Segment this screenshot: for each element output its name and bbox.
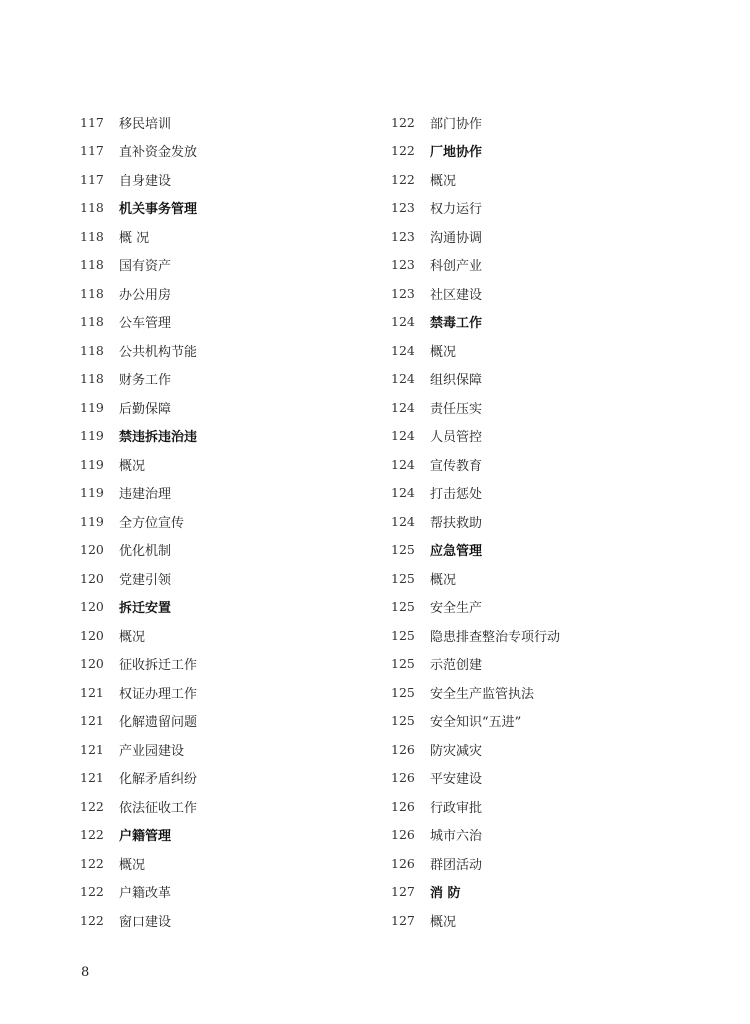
- toc-entry: [80, 165, 380, 194]
- toc-entry: [80, 251, 380, 280]
- toc-page-number: 119: [80, 513, 104, 529]
- toc-entry-title: 消 防: [430, 886, 461, 902]
- toc-entry: [391, 422, 711, 451]
- toc-page-number: 126: [391, 855, 415, 871]
- toc-page-number: 119: [80, 456, 104, 472]
- toc-entry-title: 国有资产: [119, 259, 172, 275]
- toc-entry-title: 直补资金发放: [119, 145, 198, 161]
- toc-page-number: 125: [391, 599, 415, 615]
- toc-page-number: 123: [391, 285, 415, 301]
- toc-entry: [80, 308, 380, 337]
- toc-column-left: [80, 108, 380, 935]
- toc-page-number: 120: [80, 656, 104, 672]
- toc-entry-title: 征收拆迁工作: [119, 658, 198, 674]
- toc-entry: [80, 536, 380, 565]
- toc-entry-title: 概况: [119, 458, 146, 474]
- toc-entry: [391, 849, 711, 878]
- toc-entry: [80, 479, 380, 508]
- toc-entry-title: 概况: [119, 629, 146, 645]
- toc-page-number: 122: [391, 143, 415, 159]
- toc-page-number: 126: [391, 798, 415, 814]
- toc-entry: [391, 108, 711, 137]
- toc-page-number: 125: [391, 656, 415, 672]
- toc-entry-title: 办公用房: [119, 287, 172, 303]
- toc-entry-title: 窗口建设: [119, 914, 172, 930]
- toc-entry-title: 概况: [430, 173, 457, 189]
- toc-page-number: 122: [391, 171, 415, 187]
- toc-page-number: 122: [80, 827, 104, 843]
- toc-entry-title: 户籍管理: [119, 829, 172, 845]
- toc-entry: [80, 564, 380, 593]
- toc-entry-title: 拆迁安置: [119, 601, 172, 617]
- toc-page-number: 122: [80, 855, 104, 871]
- toc-page-number: 118: [80, 228, 104, 244]
- toc-entry-title: 概 况: [119, 230, 150, 246]
- toc-section-heading: [391, 536, 711, 565]
- toc-entry-title: 化解遗留问题: [119, 715, 198, 731]
- toc-entry-title: 禁毒工作: [430, 316, 483, 332]
- toc-entry-title: 概况: [430, 914, 457, 930]
- toc-page-number: 122: [80, 798, 104, 814]
- toc-page-number: 119: [80, 485, 104, 501]
- toc-entry-title: 厂地协作: [430, 145, 483, 161]
- toc-entry: [80, 906, 380, 935]
- toc-entry-title: 安全生产: [430, 601, 483, 617]
- toc-entry-title: 依法征收工作: [119, 800, 198, 816]
- toc-entry: [80, 108, 380, 137]
- toc-page-number: 118: [80, 200, 104, 216]
- toc-entry-title: 群团活动: [430, 857, 483, 873]
- toc-entry-title: 权证办理工作: [119, 686, 198, 702]
- toc-entry-title: 公车管理: [119, 316, 172, 332]
- toc-entry: [391, 564, 711, 593]
- toc-section-heading: [391, 878, 711, 907]
- toc-page-number: 117: [80, 143, 104, 159]
- toc-page-number: 123: [391, 228, 415, 244]
- toc-entry: [391, 251, 711, 280]
- toc-page-number: 124: [391, 513, 415, 529]
- toc-entry: [391, 165, 711, 194]
- toc-page-number: 123: [391, 257, 415, 273]
- toc-entry: [80, 878, 380, 907]
- toc-entry: [391, 906, 711, 935]
- toc-entry-title: 隐患排查整治专项行动: [430, 629, 561, 645]
- toc-page-number: 118: [80, 257, 104, 273]
- toc-page-number: 124: [391, 399, 415, 415]
- toc-page-number: 117: [80, 114, 104, 130]
- toc-entry-title: 财务工作: [119, 373, 172, 389]
- toc-entry-title: 全方位宣传: [119, 515, 185, 531]
- toc-entry: [80, 365, 380, 394]
- toc-entry-title: 优化机制: [119, 544, 172, 560]
- toc-page-number: 127: [391, 912, 415, 928]
- toc-entry: [80, 707, 380, 736]
- toc-entry-title: 移民培训: [119, 116, 172, 132]
- toc-page-number: 125: [391, 713, 415, 729]
- toc-entry: [80, 792, 380, 821]
- toc-page-number: 124: [391, 428, 415, 444]
- toc-page-number: 118: [80, 314, 104, 330]
- toc-page-number: 118: [80, 285, 104, 301]
- toc-entry: [80, 137, 380, 166]
- toc-page-number: 125: [391, 542, 415, 558]
- toc-page-number: 126: [391, 770, 415, 786]
- toc-entry-title: 概况: [119, 857, 146, 873]
- toc-entry-title: 产业园建设: [119, 743, 185, 759]
- toc-section-heading: [80, 194, 380, 223]
- toc-entry: [391, 707, 711, 736]
- toc-entry-title: 禁违拆违治违: [119, 430, 198, 446]
- toc-entry: [391, 365, 711, 394]
- toc-page-number: 122: [80, 884, 104, 900]
- toc-entry: [80, 507, 380, 536]
- toc-section-heading: [80, 821, 380, 850]
- toc-entry-title: 打击惩处: [430, 487, 483, 503]
- toc-entry: [391, 593, 711, 622]
- toc-entry-title: 科创产业: [430, 259, 483, 275]
- toc-entry-title: 平安建设: [430, 772, 483, 788]
- toc-page-number: 125: [391, 684, 415, 700]
- toc-entry-title: 化解矛盾纠纷: [119, 772, 198, 788]
- toc-entry: [391, 764, 711, 793]
- toc-entry: [391, 336, 711, 365]
- toc-entry-title: 人员管控: [430, 430, 483, 446]
- toc-section-heading: [80, 593, 380, 622]
- toc-page-number: 120: [80, 627, 104, 643]
- toc-entry: [80, 678, 380, 707]
- toc-entry: [391, 507, 711, 536]
- toc-page-number: 120: [80, 570, 104, 586]
- toc-page-number: 121: [80, 713, 104, 729]
- toc-entry: [80, 279, 380, 308]
- toc-entry-title: 户籍改革: [119, 886, 172, 902]
- toc-entry: [391, 450, 711, 479]
- toc-entry: [391, 621, 711, 650]
- page-number: 8: [81, 965, 90, 980]
- toc-page-number: 124: [391, 456, 415, 472]
- toc-entry-title: 城市六治: [430, 829, 483, 845]
- toc-column-right: [391, 108, 711, 935]
- toc-page-number: 125: [391, 627, 415, 643]
- toc-page-number: 123: [391, 200, 415, 216]
- toc-page-number: 124: [391, 314, 415, 330]
- toc-entry-title: 违建治理: [119, 487, 172, 503]
- toc-entry: [80, 621, 380, 650]
- toc-entry-title: 行政审批: [430, 800, 483, 816]
- toc-entry-title: 安全知识“五进”: [430, 715, 522, 731]
- toc-entry: [80, 650, 380, 679]
- toc-page-number: 120: [80, 542, 104, 558]
- toc-page-number: 121: [80, 770, 104, 786]
- toc-entry: [391, 792, 711, 821]
- toc-section-heading: [391, 137, 711, 166]
- toc-page-number: 119: [80, 399, 104, 415]
- toc-entry: [391, 678, 711, 707]
- toc-entry-title: 概况: [430, 572, 457, 588]
- toc-page-number: 125: [391, 570, 415, 586]
- toc-entry: [80, 393, 380, 422]
- toc-entry: [80, 450, 380, 479]
- toc-entry-title: 组织保障: [430, 373, 483, 389]
- toc-entry-title: 帮扶救助: [430, 515, 483, 531]
- toc-entry: [391, 279, 711, 308]
- toc-entry: [391, 735, 711, 764]
- toc-entry-title: 自身建设: [119, 173, 172, 189]
- toc-entry-title: 示范创建: [430, 658, 483, 674]
- toc-entry-title: 部门协作: [430, 116, 483, 132]
- toc-entry-title: 概况: [430, 344, 457, 360]
- toc-page-number: 122: [80, 912, 104, 928]
- toc-page-number: 118: [80, 371, 104, 387]
- toc-entry: [80, 336, 380, 365]
- toc-entry-title: 责任压实: [430, 401, 483, 417]
- toc-entry-title: 宣传教育: [430, 458, 483, 474]
- toc-page-number: 127: [391, 884, 415, 900]
- toc-entry-title: 防灾减灾: [430, 743, 483, 759]
- toc-entry-title: 公共机构节能: [119, 344, 198, 360]
- toc-entry-title: 安全生产监管执法: [430, 686, 535, 702]
- toc-page-number: 122: [391, 114, 415, 130]
- toc-page-number: 126: [391, 827, 415, 843]
- toc-entry-title: 后勤保障: [119, 401, 172, 417]
- toc-entry: [391, 393, 711, 422]
- toc-section-heading: [391, 308, 711, 337]
- toc-entry: [80, 764, 380, 793]
- toc-entry: [391, 650, 711, 679]
- toc-page-number: 117: [80, 171, 104, 187]
- toc-page-number: 118: [80, 342, 104, 358]
- toc-page-number: 124: [391, 342, 415, 358]
- toc-entry: [80, 222, 380, 251]
- toc-entry: [391, 821, 711, 850]
- toc-entry-title: 社区建设: [430, 287, 483, 303]
- toc-entry-title: 机关事务管理: [119, 202, 198, 218]
- toc-entry: [391, 222, 711, 251]
- toc-entry-title: 应急管理: [430, 544, 483, 560]
- toc-page-number: 120: [80, 599, 104, 615]
- toc-entry: [391, 194, 711, 223]
- toc-entry-title: 权力运行: [430, 202, 483, 218]
- toc-page-number: 126: [391, 741, 415, 757]
- toc-page-number: 124: [391, 485, 415, 501]
- toc-entry-title: 党建引领: [119, 572, 172, 588]
- toc-entry: [80, 849, 380, 878]
- toc-page-number: 124: [391, 371, 415, 387]
- toc-page-number: 121: [80, 684, 104, 700]
- toc-page-number: 119: [80, 428, 104, 444]
- toc-section-heading: [80, 422, 380, 451]
- toc-entry-title: 沟通协调: [430, 230, 483, 246]
- toc-page-number: 121: [80, 741, 104, 757]
- toc-entry: [391, 479, 711, 508]
- toc-entry: [80, 735, 380, 764]
